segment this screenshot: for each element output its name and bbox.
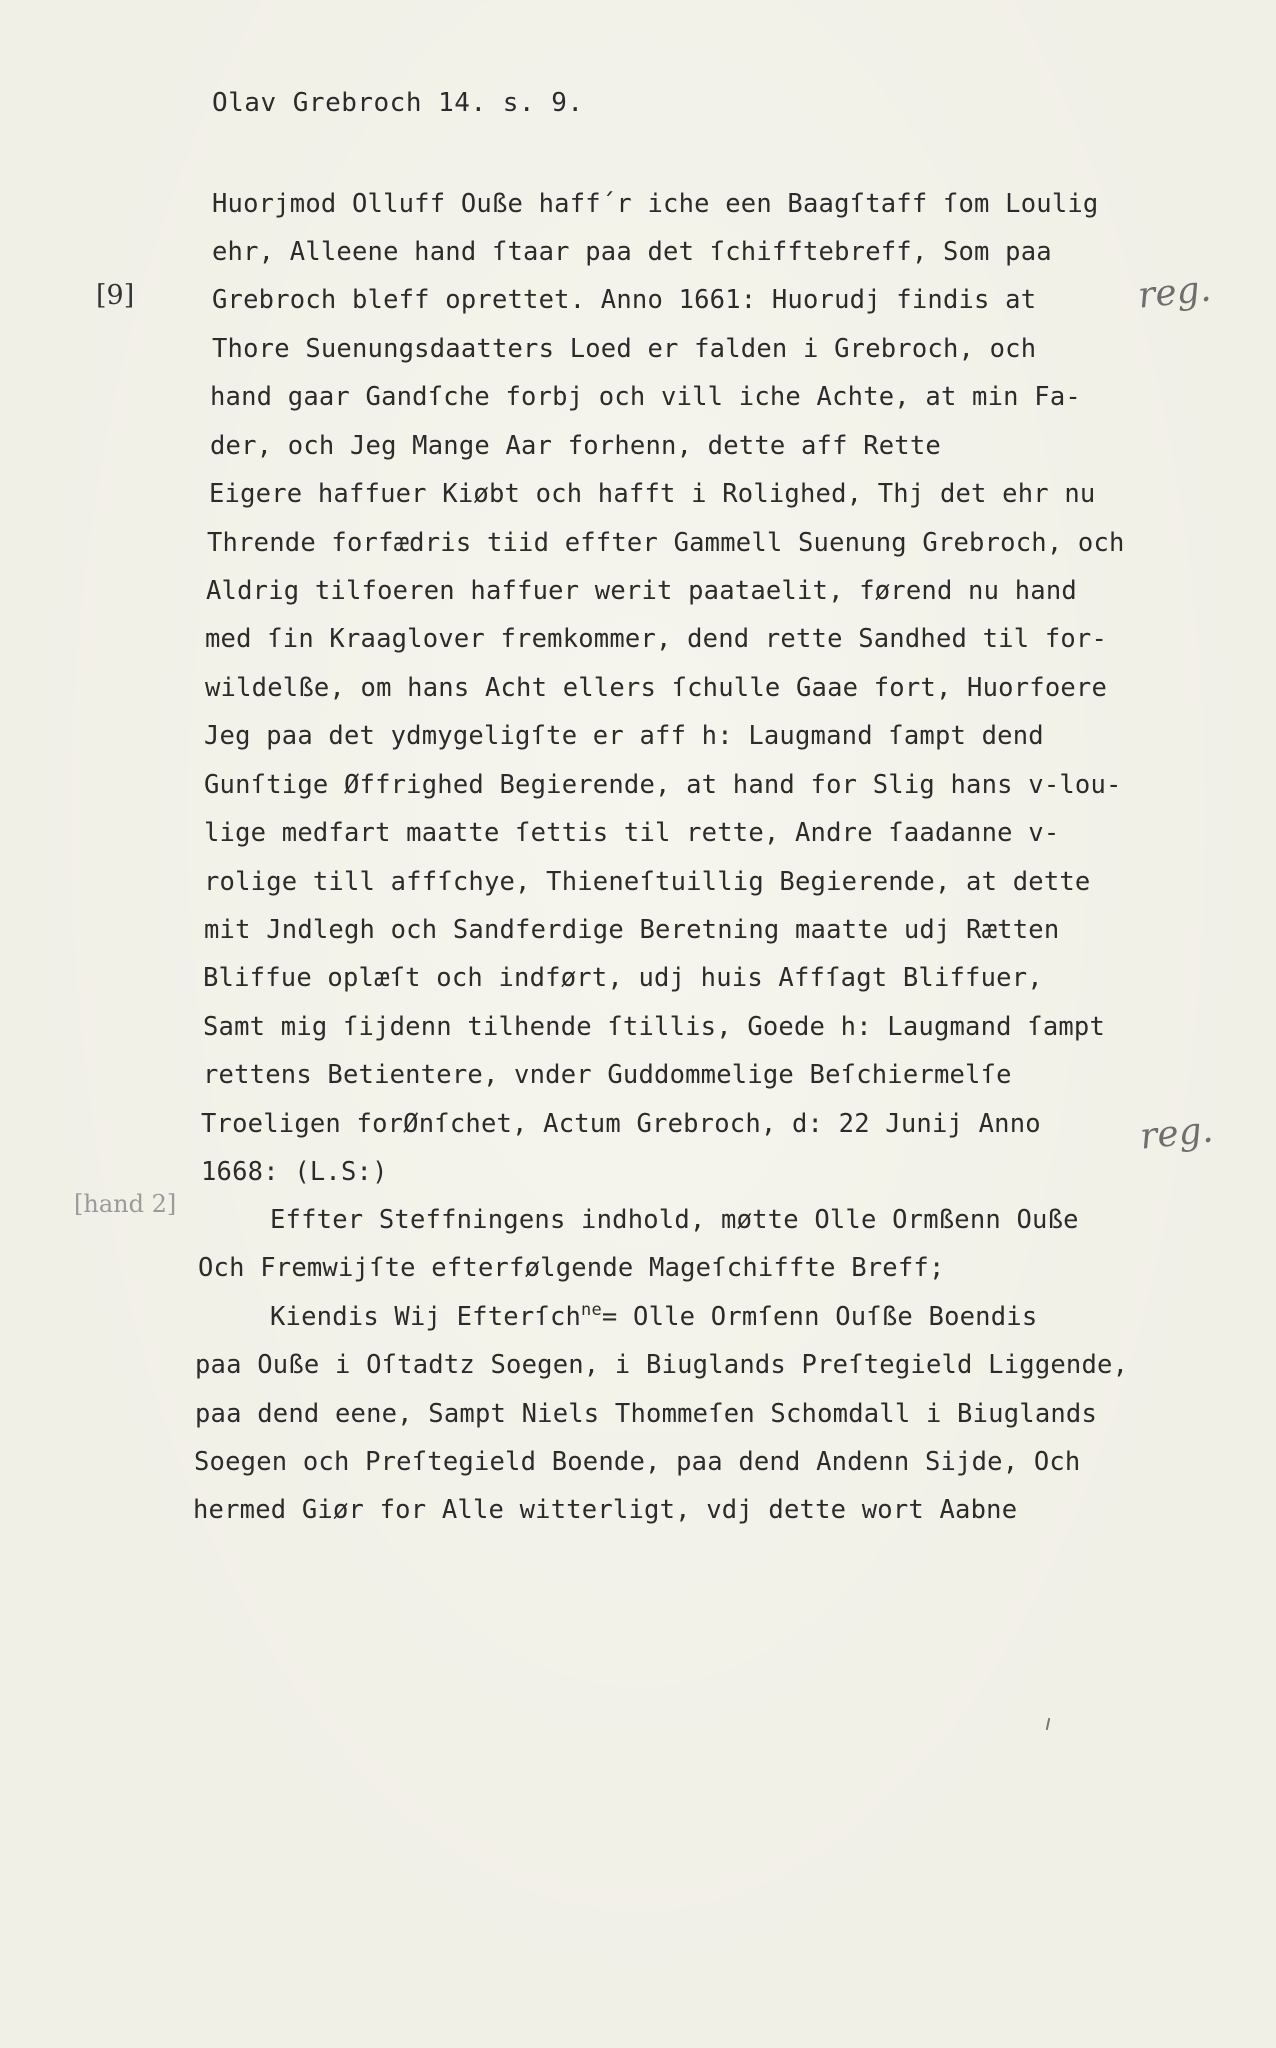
text-line: der, och Jeg Mange Aar forhenn, dette aff Rette (210, 431, 941, 461)
text-line-with-superscript (270, 1300, 1038, 1332)
text-segment: Kiendis Wij Efterſch (270, 1302, 582, 1332)
pencil-note-reg-1: reg. (1136, 268, 1213, 317)
pencil-note-reg-2: reg. (1138, 1109, 1215, 1158)
page-header: Olav Grebroch 14. s. 9. (212, 88, 584, 118)
text-line: Bliffue oplæſt och indført, udj huis Affſagt Bliffuer, (203, 963, 1043, 993)
stray-pencil-mark (1046, 1718, 1050, 1730)
superscript-abbreviation: ne (581, 1300, 602, 1320)
text-line: Grebroch bleff oprettet. Anno 1661: Huorudj findis at (212, 285, 1037, 315)
text-line: wildelße, om hans Acht ellers ſchulle Gaae fort, Huorfoere (205, 673, 1108, 703)
text-line: rolige till affſchye, Thieneſtuillig Begierende, at dette (204, 867, 1091, 897)
text-line: Och Fremwijſte efterfølgende Mageſchiffte Breff; (198, 1253, 945, 1283)
text-line: Gunſtige Øffrighed Begierende, at hand for Slig hans v-lou- (204, 770, 1122, 800)
text-line: Eigere haffuer Kiøbt och hafft i Rolighed, Thj det ehr nu (209, 479, 1096, 509)
text-line: hand gaar Gandſche forbj och vill iche Achte, at min Fa- (210, 382, 1081, 412)
text-line: Thrende forfædris tiid effter Gammell Suenung Grebroch, och (207, 528, 1125, 558)
text-line: Huorjmod Olluff Ouße haff´r iche een Baagſtaff ſom Loulig (212, 189, 1099, 219)
margin-hand-label: [hand 2] (74, 1190, 177, 1218)
text-line: ehr, Alleene hand ſtaar paa det ſchifftebreff, Som paa (212, 237, 1052, 267)
text-line: mit Jndlegh och Sandferdige Beretning maatte udj Rætten (204, 915, 1060, 945)
text-line: lige medfart maatte ſettis til rette, Andre ſaadanne v- (204, 818, 1060, 848)
text-line: Jeg paa det ydmygeligſte er aff h: Laugmand ſampt dend (204, 721, 1044, 751)
text-line: paa dend eene, Sampt Niels Thommeſen Schomdall i Biuglands (195, 1399, 1098, 1429)
text-line: rettens Betientere, vnder Guddommelige Beſchiermelſe (203, 1060, 1012, 1090)
text-line: med ſin Kraaglover fremkommer, dend rette Sandhed til for- (205, 624, 1108, 654)
text-line: Samt mig ſijdenn tilhende ſtillis, Goede h: Laugmand ſampt (203, 1012, 1106, 1042)
text-line: Troeligen forØnſchet, Actum Grebroch, d: 22 Junij Anno (201, 1109, 1041, 1139)
text-segment: = Olle Ormſenn Ouſße Boendis (601, 1302, 1038, 1332)
text-line: Effter Steffningens indhold, møtte Olle Ormßenn Ouße (270, 1205, 1079, 1235)
text-line: paa Ouße i Oſtadtz Soegen, i Biuglands Preſtegield Liggende, (195, 1350, 1129, 1380)
text-line: Aldrig tilfoeren haffuer werit paataelit, førend nu hand (206, 576, 1077, 606)
text-line: 1668: (L.S:) (201, 1157, 388, 1187)
text-line: Soegen och Preſtegield Boende, paa dend Andenn Sijde, Och (194, 1447, 1081, 1477)
margin-page-number: [9] (96, 280, 135, 311)
text-line: hermed Giør for Alle witterligt, vdj dette wort Aabne (193, 1495, 1018, 1525)
text-line: Thore Suenungsdaatters Loed er falden i Grebroch, och (212, 334, 1037, 364)
